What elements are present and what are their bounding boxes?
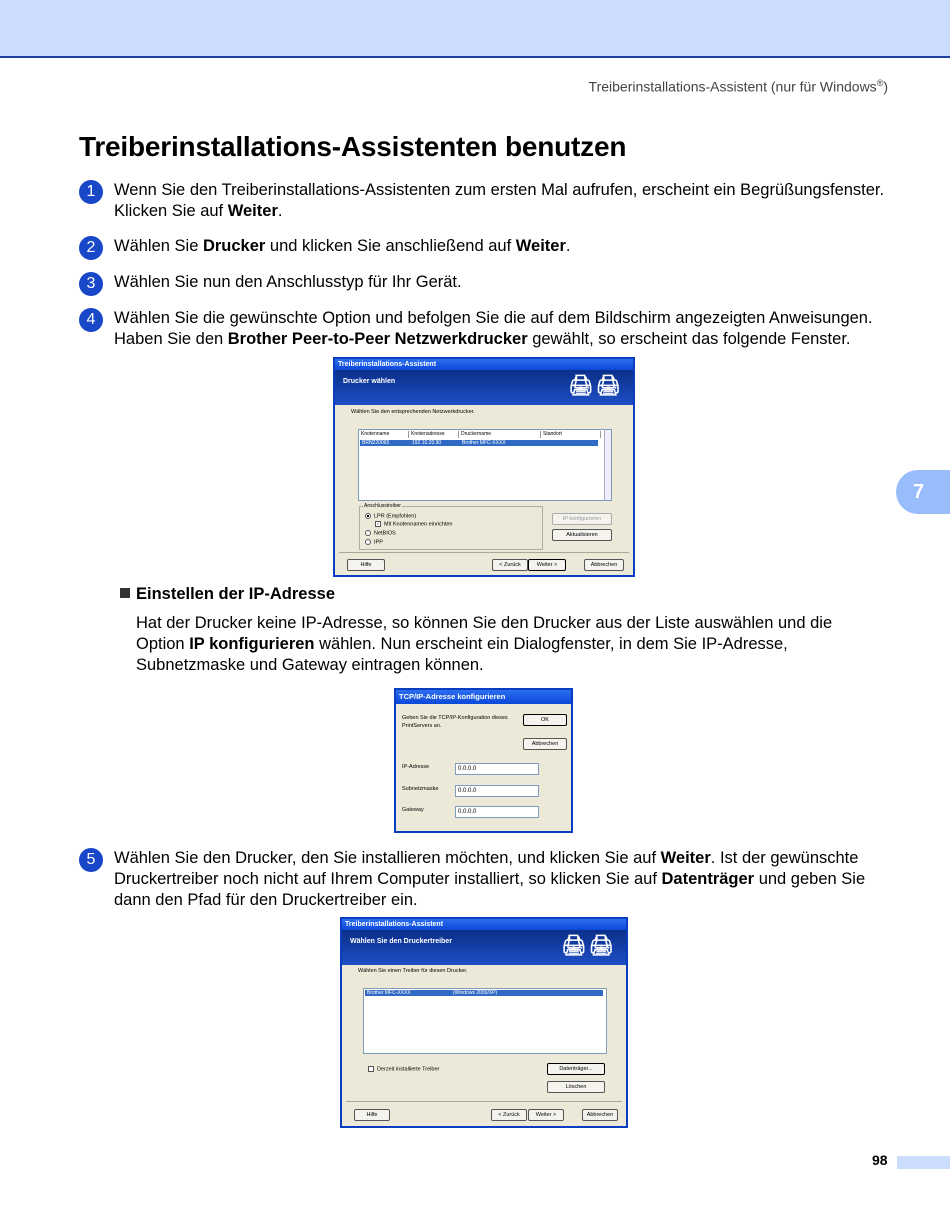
dialog-titlebar: Treiberinstallations-Assistent <box>342 919 626 930</box>
running-header-text: Treiberinstallations-Assistent (nur für Windows <box>588 78 877 95</box>
dialog-description: Geben Sie die TCP/IP-Konfiguration dieses PrintServers an. <box>402 715 508 729</box>
step-text: Wählen Sie nun den Anschlusstyp für Ihr Gerät. <box>114 273 462 291</box>
dialog-instruction: Wählen Sie einen Treiber für diesen Drucker. <box>358 968 468 974</box>
next-button[interactable]: Weiter > <box>528 559 566 571</box>
running-header-close: ) <box>883 78 888 95</box>
bullet-square-icon <box>120 588 130 598</box>
dialog-banner <box>342 930 626 965</box>
gateway-field[interactable]: 0.0.0.0 <box>455 806 539 818</box>
top-band <box>0 0 950 58</box>
radio-selected-icon <box>365 513 371 519</box>
step-text: Wählen Sie Drucker und klicken Sie anschließend auf Weiter. <box>114 237 571 255</box>
printer-icon: 🖨🖨 <box>568 375 623 397</box>
refresh-button[interactable]: Aktualisieren <box>552 529 612 541</box>
radio-netbios[interactable]: NetBIOS <box>365 530 396 536</box>
printer-select-dialog <box>333 357 635 577</box>
running-header <box>589 78 888 95</box>
radio-lpr[interactable]: LPR (Empfohlen) <box>365 513 416 519</box>
ip-section-heading: Einstellen der IP-Adresse <box>120 585 335 604</box>
step-3 <box>79 272 899 293</box>
ip-address-field[interactable]: 0.0.0.0 <box>455 763 539 775</box>
divider <box>339 552 629 553</box>
step-5 <box>79 848 899 911</box>
step-number: 3 <box>79 272 103 296</box>
delete-button[interactable]: Löschen <box>547 1081 605 1093</box>
ok-button[interactable]: OK <box>523 714 567 726</box>
divider <box>346 1101 622 1102</box>
subnet-mask-field[interactable]: 0.0.0.0 <box>455 785 539 797</box>
cell-os: (Windows 2000/XP) <box>453 990 498 996</box>
column-header[interactable]: Knotenname <box>359 431 409 438</box>
step-text: Wenn Sie den Treiberinstallations-Assistenten zum ersten Mal aufrufen, erscheint ein Begrüßungsfenster. Klicken Sie auf Weiter. <box>114 181 885 220</box>
cell-address: 192.10.20.90 <box>412 440 442 446</box>
cell-node: BRN220065 <box>362 440 390 446</box>
step-number: 2 <box>79 236 103 260</box>
tcpip-dialog <box>394 688 573 833</box>
step-text: Wählen Sie die gewünschte Option und befolgen Sie die auf dem Bildschirm angezeigten Anweisungen. Haben Sie den Brother Peer-to-Peer Netzwerkdrucker gewählt, so erscheint das folgende Fenster. <box>114 309 873 348</box>
table-row[interactable] <box>365 990 603 996</box>
back-button[interactable]: < Zurück <box>491 1109 527 1121</box>
checkbox-icon <box>368 1066 374 1072</box>
gateway-label: Gateway <box>402 807 424 813</box>
help-button[interactable]: Hilfe <box>347 559 385 571</box>
ip-label: IP-Adresse <box>402 764 430 770</box>
chapter-tab[interactable]: 7 <box>896 470 950 514</box>
step-2 <box>79 236 899 257</box>
cell-printer: Brother MFC-XXXX <box>462 440 506 446</box>
checkbox-knotenname[interactable]: ✓ Mit Knotennamen einrichten <box>376 521 453 528</box>
ip-section-text: Hat der Drucker keine IP-Adresse, so können Sie den Drucker aus der Liste auswählen und die Option IP konfigurieren wählen. Nun erscheint ein Dialogfenster, in dem Sie IP-Adresse, Subnetzmaske und Gateway eintragen können. <box>136 614 833 674</box>
port-driver-group <box>359 503 543 550</box>
radio-icon <box>365 530 371 536</box>
driver-list[interactable] <box>363 988 607 1054</box>
column-header[interactable]: Standort <box>541 431 601 438</box>
step-text: Wählen Sie den Drucker, den Sie installieren möchten, und klicken Sie auf Weiter. Ist der gewünschte Druckertreiber noch nicht auf Ihrem Computer installiert, so klicken Sie auf Datenträger und geben Sie dann den Pfad für den Druckertreiber ein. <box>114 849 866 909</box>
next-button[interactable]: Weiter > <box>528 1109 564 1121</box>
cancel-button[interactable]: Abbrechen <box>582 1109 618 1121</box>
column-header[interactable]: Knotenadresse <box>409 431 459 438</box>
step-number: 1 <box>79 180 103 204</box>
page-title: Treiberinstallations-Assistenten benutzen <box>79 131 627 162</box>
cancel-button[interactable]: Abbrechen <box>523 738 567 750</box>
step-4 <box>79 308 899 350</box>
column-header[interactable]: Druckername <box>459 431 541 438</box>
disk-button[interactable]: Datenträger... <box>547 1063 605 1075</box>
table-row[interactable] <box>360 440 598 446</box>
dialog-banner <box>335 370 633 405</box>
radio-ipp[interactable]: IPP <box>365 539 383 545</box>
step-number: 4 <box>79 308 103 332</box>
back-button[interactable]: < Zurück <box>492 559 528 571</box>
group-label: Anschlusstreiber <box>364 503 401 509</box>
step-number: 5 <box>79 848 103 872</box>
banner-title: Wählen Sie den Druckertreiber <box>350 938 452 945</box>
help-button[interactable]: Hilfe <box>354 1109 390 1121</box>
step-1 <box>79 180 899 222</box>
cancel-button[interactable]: Abbrechen <box>584 559 624 571</box>
dialog-instruction: Wählen Sie den entsprechenden Netzwerkdrucker. <box>351 409 475 415</box>
banner-title: Drucker wählen <box>343 378 396 385</box>
ip-configure-button[interactable]: IP konfigurieren <box>552 513 612 525</box>
printer-list[interactable] <box>358 429 612 501</box>
radio-icon <box>365 539 371 545</box>
registered-mark: ® <box>876 78 884 88</box>
checkmark-icon: ✓ <box>376 521 380 526</box>
dialog-titlebar: Treiberinstallations-Assistent <box>335 359 633 370</box>
installed-drivers-checkbox[interactable]: Derzeit installierte Treiber <box>368 1066 439 1072</box>
driver-select-dialog <box>340 917 628 1128</box>
dialog-titlebar: TCP/IP-Adresse konfigurieren <box>396 690 571 704</box>
page-number-bar <box>897 1156 950 1169</box>
scrollbar[interactable] <box>604 430 611 500</box>
page-number: 98 <box>872 1152 888 1168</box>
subnet-label: Subnetzmaske <box>402 786 439 792</box>
cell-driver: Brother MFC-XXXX <box>367 990 411 996</box>
printer-icon: 🖨🖨 <box>561 935 616 957</box>
